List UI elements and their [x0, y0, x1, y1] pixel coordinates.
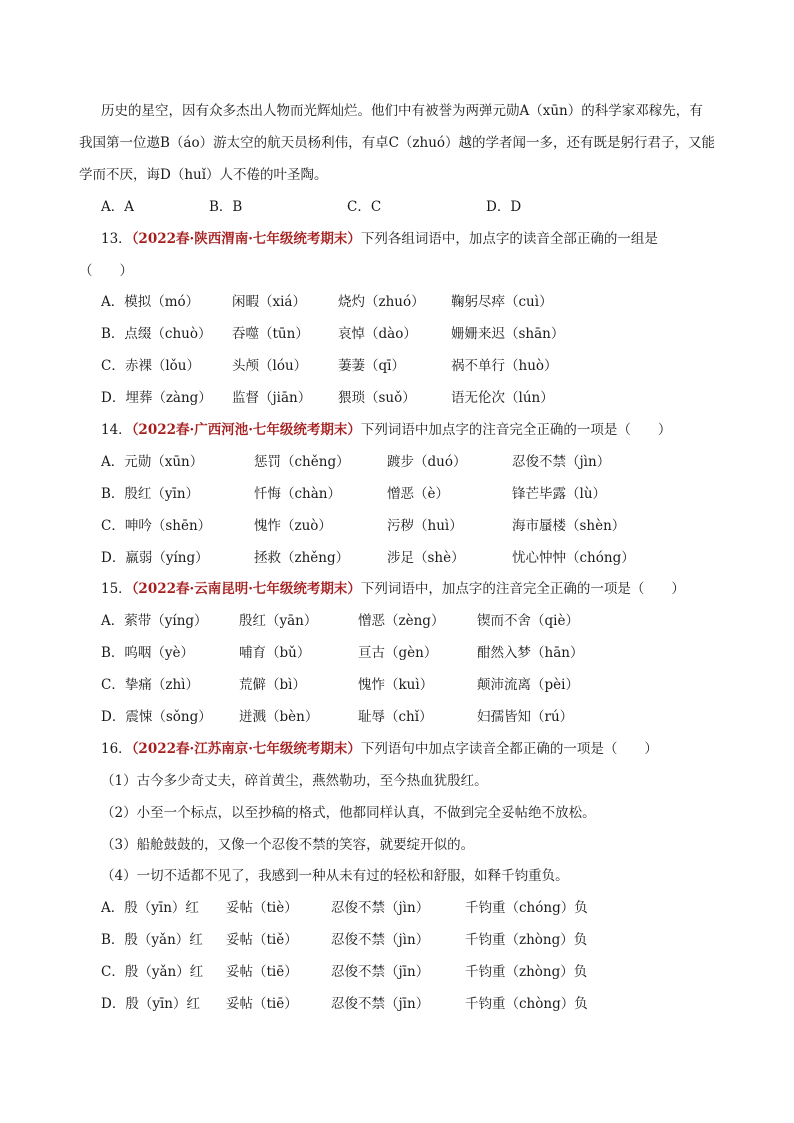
q16-sentence-1: （1）古今多少奇丈夫，碎首黄尘，燕然勒功，至今热血犹殷红。 [101, 773, 488, 789]
q14-d-3: 涉足（shè） [387, 550, 465, 566]
q16-d-1: D．殷（yīn）红 [101, 996, 200, 1012]
option-d: D．D [486, 199, 522, 215]
q16-c-1: C．殷（yǎn）红 [101, 964, 204, 980]
q16-b-3: 忍俊不禁（jìn） [331, 932, 430, 948]
q15-b-4: 酣然入梦（hān） [477, 645, 584, 661]
q14-d-1: D．羸弱（yíng） [101, 550, 209, 566]
question-number: 13． [101, 231, 132, 247]
q13-d-2: 监督（jiān） [232, 390, 312, 406]
question-number: 14． [101, 422, 132, 438]
q16-c-3: 忍俊不禁（jīn） [331, 964, 430, 980]
q16-d-3: 忍俊不禁（jīn） [331, 996, 430, 1012]
question-15-header [101, 579, 685, 599]
option-c: C．C [347, 199, 382, 215]
question-stem: 下列各组词语中，加点字的读音全部正确的一组是 [360, 231, 658, 247]
q14-b-2: 忏悔（chàn） [254, 486, 341, 502]
question-16-header [101, 739, 658, 759]
q15-d-3: 耻辱（chǐ） [358, 709, 433, 725]
q14-a-3: 踱步（duó） [387, 454, 467, 470]
question-source: （2022春·陕西渭南·七年级统考期末） [131, 231, 361, 247]
q14-c-4: 海市蜃楼（shèn） [512, 518, 626, 534]
q15-b-2: 哺育（bǔ） [239, 645, 311, 661]
q16-sentence-2: （2）小至一个标点，以至抄稿的格式，他都同样认真，不做到完全妥帖绝不放松。 [101, 805, 596, 821]
q13-b-3: 哀悼（dào） [338, 326, 417, 342]
question-stem: 下列词语中加点字的注音完全正确的一项是（ ） [360, 422, 672, 438]
q13-b-2: 吞噬（tūn） [232, 326, 309, 342]
q13-c-4: 祸不单行（huò） [451, 358, 558, 374]
q14-c-1: C．呻吟（shēn） [101, 518, 212, 534]
q15-c-2: 荒僻（bì） [239, 677, 306, 693]
q16-b-1: B．殷（yǎn）红 [101, 932, 203, 948]
q15-d-4: 妇孺皆知（rú） [477, 709, 574, 725]
question-source: （2022春·江苏南京·七年级统考期末） [131, 741, 361, 757]
option-b: B．B [209, 199, 243, 215]
q13-c-3: 萋萋（qī） [338, 358, 405, 374]
q16-d-2: 妥帖（tiē） [226, 996, 298, 1012]
q15-a-1: A．萦带（yíng） [101, 613, 208, 629]
q13-a-3: 烧灼（zhuó） [338, 294, 425, 310]
question-13-header [101, 229, 658, 249]
q16-d-4: 千钧重（chòng）负 [465, 996, 588, 1012]
q16-b-4: 千钧重（zhòng）负 [465, 932, 588, 948]
q16-a-4: 千钧重（chóng）负 [465, 900, 588, 916]
q16-a-3: 忍俊不禁（jìn） [331, 900, 430, 916]
q15-d-1: D．震悚（sǒng） [101, 709, 212, 725]
q13-c-2: 头颅（lóu） [232, 358, 308, 374]
q16-c-4: 千钧重（zhòng）负 [465, 964, 588, 980]
q14-b-1: B．殷红（yīn） [101, 486, 200, 502]
q14-a-4: 忍俊不禁（jìn） [512, 454, 611, 470]
q16-c-2: 妥帖（tiē） [226, 964, 298, 980]
q16-sentence-4: （4）一切不适都不见了，我感到一种从未有过的轻松和舒服，如释千钧重负。 [101, 868, 569, 884]
q13-d-4: 语无伦次（lún） [451, 390, 554, 406]
q13-a-1: A．模拟（mó） [101, 294, 200, 310]
q15-a-4: 锲而不舍（qiè） [477, 613, 579, 629]
intro-line-3: 学而不厌，诲D（huǐ）人不倦的叶圣陶。 [79, 167, 328, 183]
q14-d-4: 忧心忡忡（chóng） [512, 550, 635, 566]
question-13-stem-cont: （ ） [79, 263, 133, 279]
q16-sentence-3: （3）船舱鼓鼓的，又像一个忍俊不禁的笑容，就要绽开似的。 [101, 837, 475, 853]
q15-d-2: 迸溅（bèn） [239, 709, 319, 725]
q14-c-2: 愧怍（zuò） [254, 518, 332, 534]
q13-d-1: D．埋葬（zàng） [101, 390, 212, 406]
q15-b-3: 亘古（gèn） [358, 645, 438, 661]
q14-b-3: 憎恶（è） [387, 486, 449, 502]
question-number: 16． [101, 741, 132, 757]
q13-b-4: 姗姗来迟（shān） [451, 326, 565, 342]
q15-c-4: 颠沛流离（pèi） [477, 677, 579, 693]
q13-b-1: B．点缀（chuò） [101, 326, 212, 342]
q15-c-1: C．挚痛（zhì） [101, 677, 199, 693]
question-number: 15． [101, 581, 132, 597]
q14-c-3: 污秽（huì） [387, 518, 463, 534]
intro-line-1: 历史的星空，因有众多杰出人物而光辉灿烂。他们中有被誉为两弹元勋A（xūn）的科学家邓稼先，有 [101, 103, 703, 119]
question-14-header [101, 420, 671, 440]
q14-a-2: 惩罚（chěng） [254, 454, 350, 470]
q14-b-4: 锋芒毕露（lù） [512, 486, 607, 502]
q14-a-1: A．元勋（xūn） [101, 454, 204, 470]
q15-c-3: 愧怍（kuì） [358, 677, 434, 693]
option-a: A．A [101, 199, 134, 215]
q13-a-2: 闲暇（xiá） [232, 294, 306, 310]
q16-a-2: 妥帖（tiè） [226, 900, 298, 916]
q13-d-3: 猥琐（suǒ） [338, 390, 416, 406]
q15-a-3: 憎恶（zèng） [358, 613, 445, 629]
intro-line-2: 我国第一位遨B（áo）游太空的航天员杨利伟，有卓C（zhuó）越的学者闻一多，还有既是躬行君子，又能 [79, 135, 716, 151]
q13-c-1: C．赤裸（lǒu） [101, 358, 200, 374]
q13-a-4: 鞠躬尽瘁（cuì） [451, 294, 553, 310]
q16-b-2: 妥帖（tiě） [226, 932, 298, 948]
question-stem: 下列语句中加点字读音全都正确的一项是（ ） [360, 741, 658, 757]
q15-a-2: 殷红（yān） [239, 613, 318, 629]
q14-d-2: 拯救（zhěng） [254, 550, 350, 566]
q15-b-1: B．呜咽（yè） [101, 645, 195, 661]
question-source: （2022春·广西河池·七年级统考期末） [131, 422, 361, 438]
question-source: （2022春·云南昆明·七年级统考期末） [131, 581, 361, 597]
q16-a-1: A．殷（yīn）红 [101, 900, 199, 916]
question-stem: 下列词语中，加点字的注音完全正确的一项是（ ） [360, 581, 685, 597]
